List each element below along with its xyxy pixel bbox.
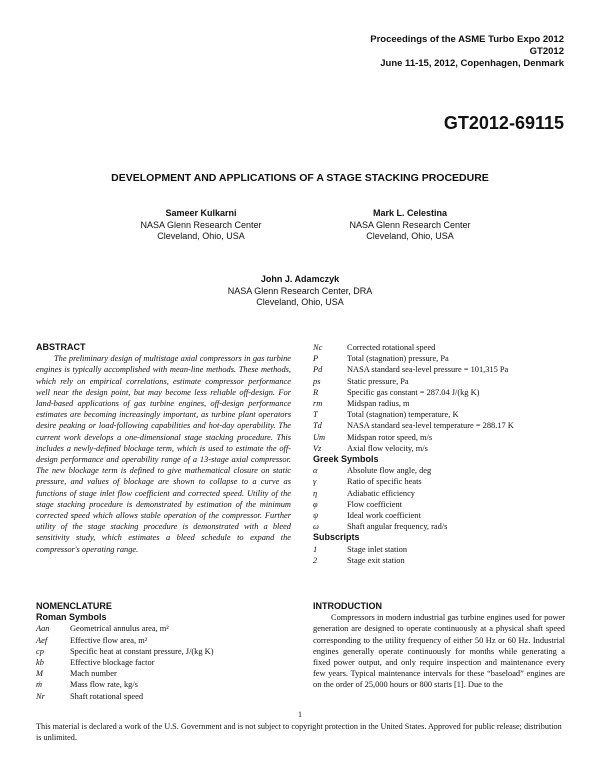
abstract-section — [36, 342, 291, 555]
definition: Axial flow velocity, m/s — [347, 443, 428, 453]
author-block — [101, 208, 301, 243]
nomenclature-row — [313, 544, 568, 555]
nomenclature-row — [36, 668, 291, 679]
definition: Effective blockage factor — [70, 658, 155, 668]
author-name: John J. Adamczyk — [260, 274, 340, 284]
symbol: 2 — [313, 555, 318, 565]
symbol: kb — [36, 658, 44, 668]
symbol: ṁ — [36, 680, 43, 690]
nomenclature-row — [313, 510, 568, 521]
conference-dates: June 11-15, 2012, Copenhagen, Denmark — [380, 58, 564, 69]
nomenclature-row — [313, 555, 568, 566]
author-name: Sameer Kulkarni — [165, 208, 237, 218]
author-location: Cleveland, Ohio, USA — [256, 297, 344, 307]
page-number: 1 — [298, 710, 302, 719]
author-name: Mark L. Celestina — [372, 208, 448, 218]
definition: Total (stagnation) pressure, Pa — [347, 354, 449, 364]
nomenclature-continued — [313, 342, 568, 566]
nomenclature-heading: NOMENCLATURE — [36, 601, 112, 611]
author-location: Cleveland, Ohio, USA — [157, 231, 245, 241]
symbol: T — [313, 410, 318, 420]
symbol: Vz — [313, 443, 322, 453]
roman-symbols-list — [36, 623, 291, 701]
nomenclature-row — [313, 465, 568, 476]
definition: Specific heat at constant pressure, J/(kg K) — [70, 646, 214, 656]
nomenclature-row — [36, 635, 291, 646]
nomenclature-row — [36, 657, 291, 668]
author-affiliation: NASA Glenn Research Center, DRA — [227, 285, 373, 296]
symbol: cp — [36, 646, 44, 656]
definition: Corrected rotational speed — [347, 343, 436, 352]
definition: Mach number — [70, 669, 117, 679]
symbol: M — [36, 669, 43, 679]
symbol: rm — [313, 399, 323, 409]
symbol: η — [313, 488, 318, 498]
abstract-text: The preliminary design of multistage axial compressors in gas turbine engines is typically accomplished with mean-line methods. These methods, which rely on empirical correlations, estimate compressor performance well near the design point, but may become less reliable off-design. For land-based applications of gas turbine engines, off-design performance estimates are becoming increasingly important, as turbine plant operators desire peaking or load-following capabilities and hot-day operability. The current work develops a one-dimensional stage stacking procedure. This includes a newly-defined blockage term, which is used to estimate the off-design performance and operability range of a 13-stage axial compressor. The new blockage term is defined to give mathematical closure on static pressure, and values of blockage are shown to collapse to a curve as functions of stage inlet flow coefficient and corrected speed. Utility of the stage stacking procedure is demonstrated by estimation of the minimum corrected speed which allows stable operation of the compressor. Further utility of the stage stacking procedure is demonstrated with a bleed sensitivity study, which estimates a bleed schedule to expand the compressor's operating range. — [36, 354, 291, 554]
introduction-heading: INTRODUCTION — [313, 601, 382, 611]
nomenclature-row — [313, 443, 568, 454]
nomenclature-row — [313, 353, 568, 364]
nomenclature-row — [36, 691, 291, 702]
nomenclature-row — [36, 679, 291, 690]
footer-notice: This material is declared a work of the U.S. Government and is not subject to copyright protection in the United States. Approved for public release; distribution is unlimited. — [36, 722, 562, 742]
definition: Absolute flow angle, deg — [347, 466, 432, 476]
symbol: γ — [313, 477, 317, 487]
symbol: Aef — [36, 635, 48, 645]
definition: NASA standard sea-level temperature = 288.17 K — [347, 421, 514, 431]
nomenclature-row — [313, 521, 568, 532]
nomenclature-row — [313, 476, 568, 487]
symbol: φ — [313, 499, 318, 509]
definition: Ratio of specific heats — [347, 477, 422, 487]
author-block — [310, 208, 510, 243]
abstract-heading: ABSTRACT — [36, 342, 86, 352]
nomenclature-row — [313, 398, 568, 409]
nomenclature-section — [36, 601, 291, 702]
author-location: Cleveland, Ohio, USA — [366, 231, 454, 241]
definition: Effective flow area, m² — [70, 635, 148, 645]
conference-header — [370, 34, 564, 70]
subscripts-heading: Subscripts — [313, 532, 360, 543]
paper-title: DEVELOPMENT AND APPLICATIONS OF A STAGE STACKING PROCEDURE — [111, 172, 489, 184]
symbol: ω — [313, 522, 319, 532]
roman-symbols-list-continued — [313, 342, 568, 454]
symbol: Aan — [36, 624, 50, 634]
symbol: Um — [313, 432, 326, 442]
paper-code: GT2012-69115 — [443, 113, 564, 133]
nomenclature-row — [313, 364, 568, 375]
definition: Midspan radius, m — [347, 399, 410, 409]
definition: Shaft angular frequency, rad/s — [347, 522, 448, 532]
definition: Static pressure, Pa — [347, 376, 409, 386]
conference-code: GT2012 — [529, 46, 564, 57]
definition: Midspan rotor speed, m/s — [347, 432, 433, 442]
nomenclature-row — [313, 376, 568, 387]
symbol: P — [313, 354, 319, 364]
definition: Geometrical annulus area, m² — [70, 624, 169, 634]
introduction-section — [313, 601, 565, 691]
symbol: Pd — [313, 365, 323, 375]
definition: NASA standard sea-level pressure = 101,315 Pa — [347, 365, 509, 375]
definition: Stage exit station — [347, 555, 405, 565]
author-affiliation: NASA Glenn Research Center — [140, 219, 262, 230]
symbol: 1 — [313, 544, 318, 554]
nomenclature-row — [36, 623, 291, 634]
definition: Specific gas constant = 287.04 J/(kg K) — [347, 387, 480, 397]
roman-symbols-heading: Roman Symbols — [36, 612, 107, 623]
symbol: ps — [313, 376, 321, 386]
definition: Ideal work coefficient — [347, 511, 421, 521]
nomenclature-row — [36, 646, 291, 657]
nomenclature-row — [313, 432, 568, 443]
subscripts-list — [313, 544, 568, 566]
nomenclature-row — [313, 488, 568, 499]
symbol: Nc — [313, 343, 323, 352]
symbol: α — [313, 466, 318, 476]
definition: Stage inlet station — [347, 544, 408, 554]
symbol: R — [313, 387, 319, 397]
author-affiliation: NASA Glenn Research Center — [349, 219, 471, 230]
nomenclature-row — [313, 499, 568, 510]
conference-name: Proceedings of the ASME Turbo Expo 2012 — [370, 34, 564, 45]
nomenclature-row — [313, 342, 568, 353]
symbol: Nr — [36, 691, 45, 701]
greek-symbols-heading: Greek Symbols — [313, 454, 379, 465]
introduction-text: Compressors in modern industrial gas turbine engines used for power generation are designed to operate continuously at a physical shaft speed corresponding to the utility frequency of either 50 Hz or 60 Hz. Industrial engines generally operate continuously for months while generating a fixed power output, and only require inspection and maintenance every few years. Typical maintenance intervals for these “baseload” engines are on the order of 25,000 hours or 800 starts [1]. Due to the — [313, 613, 565, 690]
greek-symbols-list — [313, 465, 568, 532]
definition: Total (stagnation) temperature, K — [347, 410, 459, 420]
nomenclature-row — [313, 387, 568, 398]
nomenclature-row — [313, 409, 568, 420]
definition: Flow coefficient — [347, 499, 402, 509]
definition: Adiabatic efficiency — [347, 488, 415, 498]
definition: Mass flow rate, kg/s — [70, 680, 138, 690]
symbol: Td — [313, 421, 322, 431]
author-block — [200, 274, 400, 309]
nomenclature-row — [313, 420, 568, 431]
symbol: ψ — [313, 511, 319, 521]
definition: Shaft rotational speed — [70, 691, 144, 701]
